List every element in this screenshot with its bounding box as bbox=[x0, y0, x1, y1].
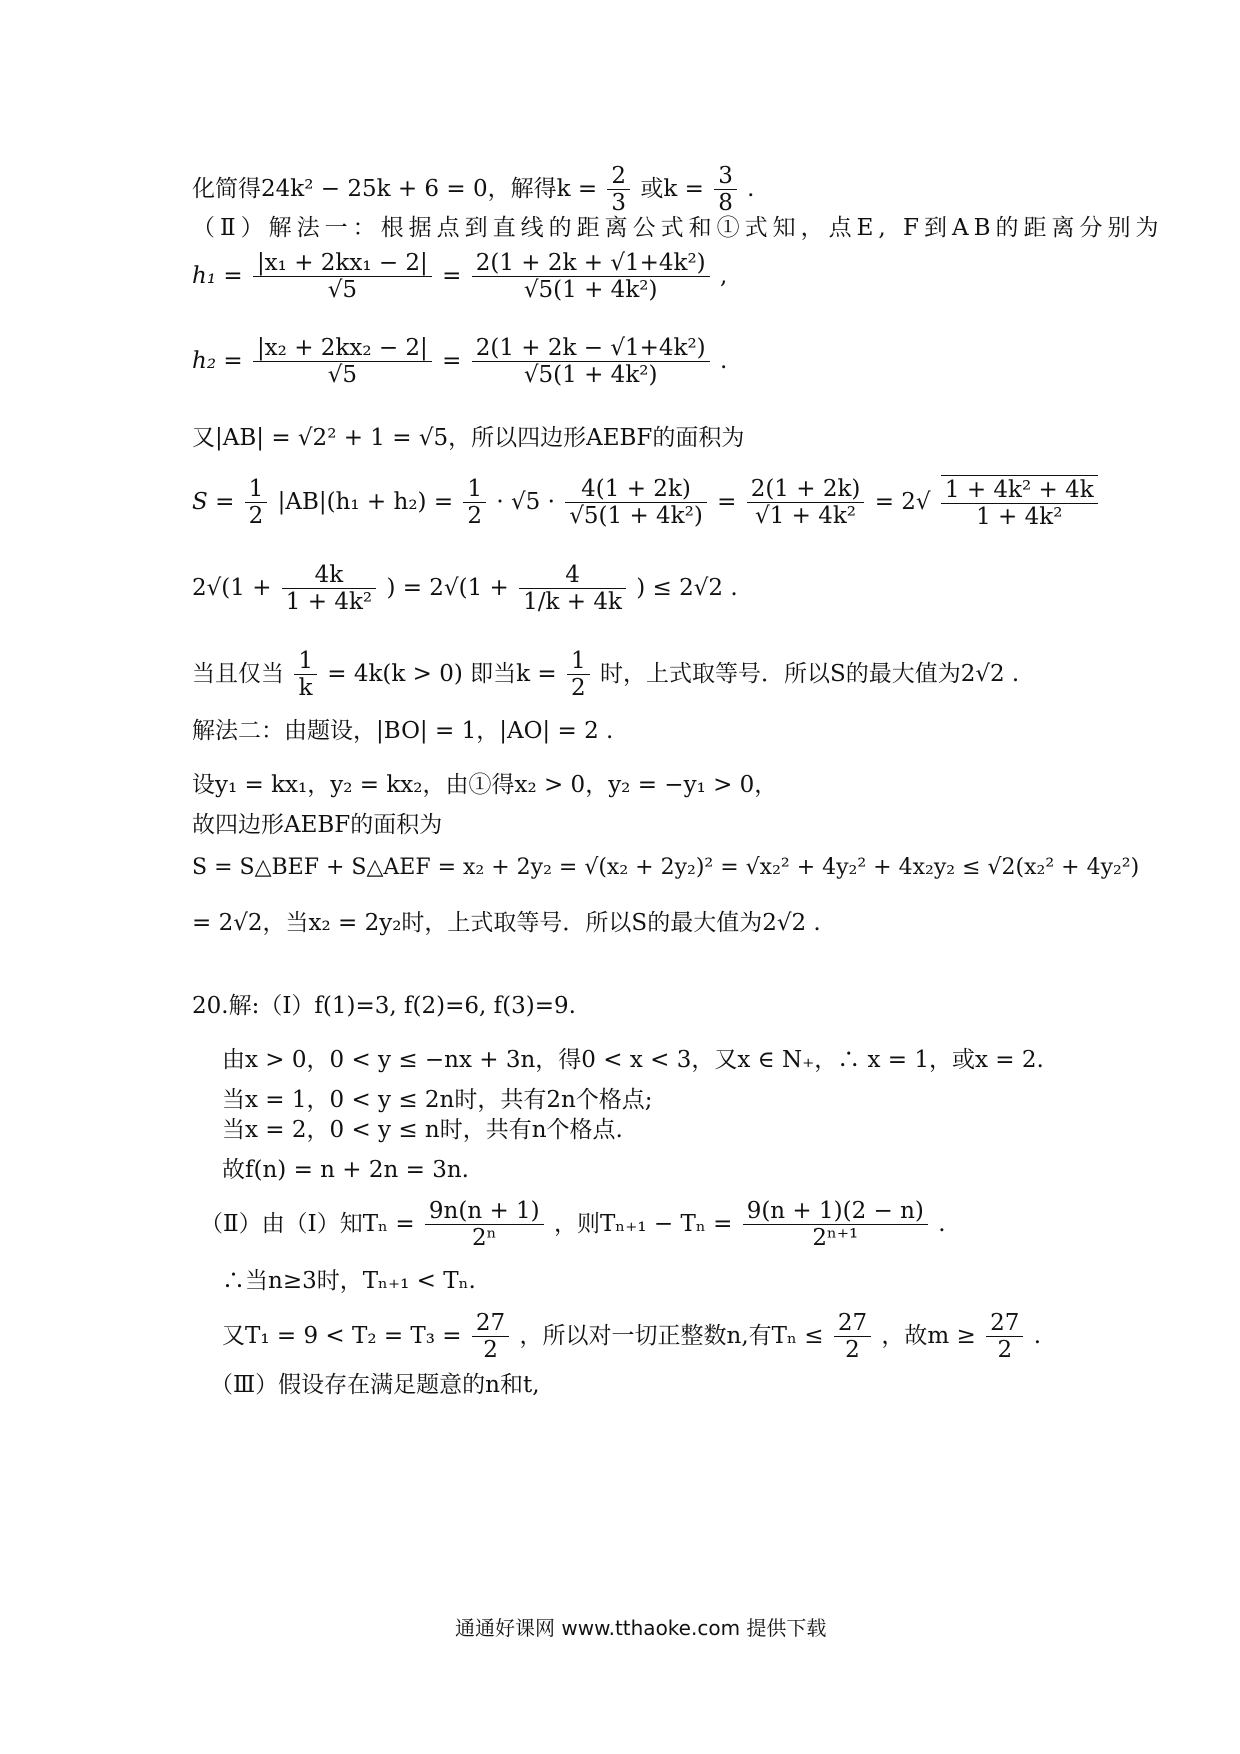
area-method2: S = S△BEF + S△AEF = x₂ + 2y₂ = √(x₂ + 2y₂)² = √x₂² + 4y₂² + 4x₂y₂ ≤ √2(x₂² + 4y₂²) bbox=[192, 855, 1140, 880]
problem20-line: 当x = 2，0 < y ≤ n时，共有n个格点. bbox=[222, 1117, 623, 1143]
problem20-line: ∴当n≥3时，Tₙ₊₁ < Tₙ. bbox=[222, 1268, 476, 1294]
h2-equation: h₂ = $\frac{\text{|x₂ + 2kx₂ − 2|}}{√5}$ = $\frac{\text{2(1 + 2k − √1+4k²)}}{\text{√5(1 + 4k²)}}$ . bbox=[192, 335, 728, 389]
method1-intro: （Ⅱ）解法一：根据点到直线的距离公式和①式知，点E, F到AB的距离分别为 bbox=[192, 215, 1164, 241]
footer-text: 通通好课网 www.tthaoke.com 提供下载 bbox=[455, 1616, 827, 1640]
problem20-part3: （Ⅲ）假设存在满足题意的n和t, bbox=[210, 1372, 540, 1398]
fraction: $\frac{2}{3}$ bbox=[607, 163, 630, 217]
problem20-line: 故f(n) = n + 2n = 3n. bbox=[222, 1157, 469, 1183]
problem20-line: 当x = 1，0 < y ≤ 2n时，共有2n个格点; bbox=[222, 1087, 653, 1113]
problem20-line: 由x > 0，0 < y ≤ −nx + 3n，得0 < x < 3，又x ∈ N₊，∴ x = 1，或x = 2. bbox=[222, 1047, 1044, 1073]
h1-equation: h₁ = $\frac{\text{|x₁ + 2kx₁ − 2|}}{√5}$ = $\frac{\text{2(1 + 2k + √1+4k²)}}{\text{√5(1 + 4k²)}}$ , bbox=[192, 250, 728, 304]
area-bound: 2√(1 + $\frac{4k}{\text{1 + 4k²}}$ ) = 2√(1 + $\frac{4}{1/k + 4k}$ ) ≤ 2√2 . bbox=[192, 562, 738, 616]
area-method2-result: = 2√2，当x₂ = 2y₂时，上式取等号．所以S的最大值为2√2 . bbox=[192, 910, 821, 936]
problem20-bound: 又T₁ = 9 < T₂ = T₃ = $\frac{27}{2}$ ，所以对一切正整数n,有Tₙ ≤ $\frac{27}{2}$ ，故m ≥ $\frac{27}{2}$ . bbox=[222, 1310, 1042, 1364]
fraction: $\frac{3}{8}$ bbox=[714, 163, 737, 217]
area-intro: 故四边形AEBF的面积为 bbox=[192, 812, 443, 838]
problem20-part1: 20.解:（Ⅰ）f(1)=3, f(2)=6, f(3)=9. bbox=[192, 993, 576, 1019]
ab-length-line: 又|AB| = √2² + 1 = √5，所以四边形AEBF的面积为 bbox=[192, 425, 745, 451]
equation-line: 化简得24k² − 25k + 6 = 0，解得k = $\frac{2}{3}$ 或k = $\frac{3}{8}$ . bbox=[192, 163, 755, 217]
equality-condition: 当且仅当 $\frac{1}{k}$ = 4k(k > 0) 即当k = $\frac{1}{2}$ 时，上式取等号．所以S的最大值为2√2 . bbox=[192, 648, 1020, 702]
area-equation: S = $\frac{1}{2}$ |AB|(h₁ + h₂) = $\frac{1}{2}$ · √5 · $\frac{4(1 + 2k)}{\text{√5(1 + 4k²)}}$ = $\frac{2(1 + 2k)}{\text{√1 + 4k²}}$ = 2√ $\frac{\text{1 + 4k² + 4k}}{\text{1 + 4k²}}$ bbox=[192, 475, 1101, 531]
method2-intro: 解法二：由题设，|BO| = 1，|AO| = 2 . bbox=[192, 718, 614, 744]
problem20-part2: （Ⅱ）由（Ⅰ）知Tₙ = $\frac{9n(n + 1)}{\text{2ⁿ}}$ ，则Tₙ₊₁ − Tₙ = $\frac{9(n + 1)(2 - n)}{\text{2ⁿ⁺¹}}$ . bbox=[200, 1198, 946, 1252]
substitution-line: 设y₁ = kx₁，y₂ = kx₂，由①得x₂ > 0，y₂ = −y₁ > 0， bbox=[192, 772, 778, 798]
